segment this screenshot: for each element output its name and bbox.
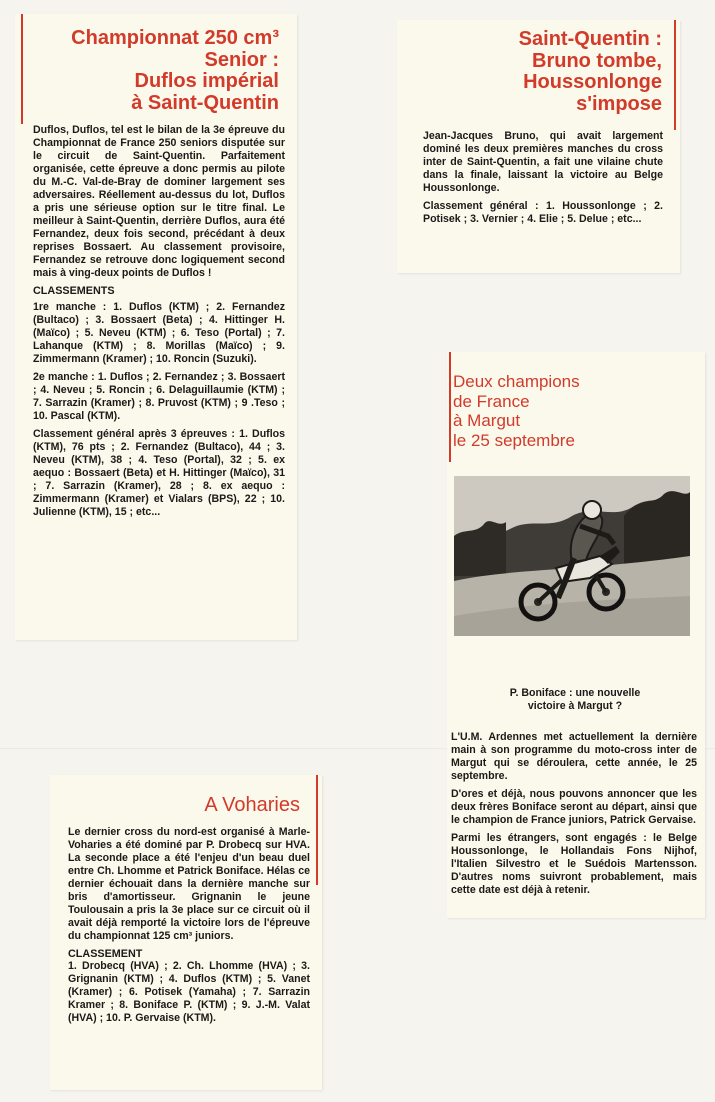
title-rule xyxy=(449,352,451,462)
general-standings: Classement général après 3 épreuves : 1. Duflos (KTM), 76 pts ; 2. Fernandez (Bultaco), 44 ; 3. Neveu (KTM), 38 ; 4. Teso (Portal), 32 ; 5. ex aequo : Bossaert (Beta) et H. Hittinger (Maïco), 31 ; 7. Sarrazin (Kramer), 28 ; 8. ex aequo : Zimmermann (Kramer) et Vialars (BPS), 22 ; 10. Julienne (KTM), 15 ; etc... xyxy=(33,428,285,519)
title-line: à Margut xyxy=(453,411,521,431)
title-line: de France xyxy=(453,391,530,411)
title-line: Bruno tombe, xyxy=(532,49,662,72)
body-paragraph: Le dernier cross du nord-est organisé à Marle-Voharies a été dominé par P. Drobecq sur HVA. La seconde place a été l'enjeu d'un beau duel entre Ch. Lhomme et Patrick Boniface. Hélas ce dernier échouait dans la dernière manche sur bris d'amortisseur. Grignanin le jeune Toulousain a pris la 3e place sur ce circuit où il avait déjà remporté la victoire lors de l'épreuve du championnat 125 cm³ juniors. xyxy=(68,826,310,943)
article-title xyxy=(24,28,279,114)
intro-paragraph: Duflos, Duflos, tel est le bilan de la 3e épreuve du Championnat de France 250 seniors disputée sur le circuit de Saint-Quentin. Parfaitement organisée, cette épreuve a donc permis au pilote du M.-C. Val-de-Bray de dominer largement ses adversaires. Réellement au-dessus du lot, Duflos a pris une sérieuse option sur le titre final. Le meilleur à Saint-Quentin, derrière Duflos, aura été Fernandez, deux fois second, précédant à deux reprises Bossaert. Au classement provisoire, Fernandez se retrouve donc logiquement second mais à ving-deux points de Duflos ! xyxy=(33,124,285,280)
general-standings: Classement général : 1. Houssonlonge ; 2. Potisek ; 3. Vernier ; 4. Elie ; 5. Delue ; etc... xyxy=(423,200,663,226)
manche1-results: 1re manche : 1. Duflos (KTM) ; 2. Fernandez (Bultaco) ; 3. Bossaert (Beta) ; 4. Hittinger H. (Maïco) ; 5. Neveu (KTM) ; 6. Teso (Portal) ; 7. Lahanque (KTM) ; 8. Morillas (Maïco) ; 9. Zimmermann (Kramer) ; 10. Roncin (Suzuki). xyxy=(33,301,285,366)
title-line: à Saint-Quentin xyxy=(131,91,279,114)
article-title xyxy=(407,29,662,115)
title-rule xyxy=(21,14,23,124)
title-line: Saint-Quentin : xyxy=(518,28,662,50)
caption-line: victoire à Margut ? xyxy=(527,700,623,713)
title-line: Duflos impérial xyxy=(134,70,279,93)
article-championnat-250 xyxy=(15,14,297,640)
title-line: Houssonlonge xyxy=(523,71,662,94)
motocross-photo xyxy=(454,476,690,636)
title-line: Senior : xyxy=(204,48,279,71)
article-body xyxy=(68,826,310,1030)
classement-heading: CLASSEMENT xyxy=(68,948,143,961)
article-body xyxy=(33,124,285,524)
article-body xyxy=(451,731,697,902)
body-paragraph: D'ores et déjà, nous pouvons annoncer que les deux frères Boniface seront au départ, ainsi que le champion de France juniors, Patrick Gervaise. xyxy=(451,788,697,827)
title-line: le 25 septembre xyxy=(453,430,575,450)
article-body xyxy=(423,130,663,231)
title-line: Deux champions xyxy=(453,372,580,391)
body-paragraph: Parmi les étrangers, sont engagés : le Belge Houssonlonge, le Hollandais Fons Nijhof, l'Italien Silvestro et le Suédois Martensson. D'autres noms suivront probablement, mais cette date est déjà à retenir. xyxy=(451,832,697,897)
motocross-rider-illustration xyxy=(454,476,690,636)
body-paragraph: Jean-Jacques Bruno, qui avait largement dominé les deux premières manches du cross inter de Saint-Quentin, a fait une vilaine chute dans la finale, laissant la victoire au Belge Houssonlonge. xyxy=(423,130,663,195)
article-voharies xyxy=(50,775,322,1090)
title-rule xyxy=(674,20,676,130)
article-title xyxy=(453,372,693,450)
title-line: A Voharies xyxy=(204,794,300,816)
photo-caption xyxy=(457,687,693,713)
classement-results: 1. Drobecq (HVA) ; 2. Ch. Lhomme (HVA) ; 3. Grignanin (KTM) ; 4. Duflos (KTM) ; 5. Vanet (Kramer) ; 6. Potisek (Yamaha) ; 7. Sarrazin Kramer ; 8. Boniface P. (KTM) ; 9. J.-M. Valat (HVA) ; 10. P. Gervaise (KTM). xyxy=(68,960,310,1025)
caption-line: P. Boniface : une nouvelle xyxy=(509,687,641,699)
body-paragraph: L'U.M. Ardennes met actuellement la dernière main à son programme du moto-cross inter de Margut qui se déroulera, cette année, le 25 septembre. xyxy=(451,731,697,783)
title-line: Championnat 250 cm³ xyxy=(71,27,279,49)
article-saint-quentin xyxy=(397,20,680,273)
title-line: s'impose xyxy=(576,92,662,115)
article-margut xyxy=(447,352,705,918)
title-rule xyxy=(316,775,318,885)
article-title xyxy=(60,795,300,817)
classements-heading: CLASSEMENTS xyxy=(33,285,115,298)
manche2-results: 2e manche : 1. Duflos ; 2. Fernandez ; 3. Bossaert ; 4. Neveu ; 5. Roncin ; 6. Delaguillaumie (KTM) ; 7. Sarrazin (Kramer) ; 8. Pruvost (KTM) ; 9 .Teso ; 10. Pascal (KTM). xyxy=(33,371,285,423)
